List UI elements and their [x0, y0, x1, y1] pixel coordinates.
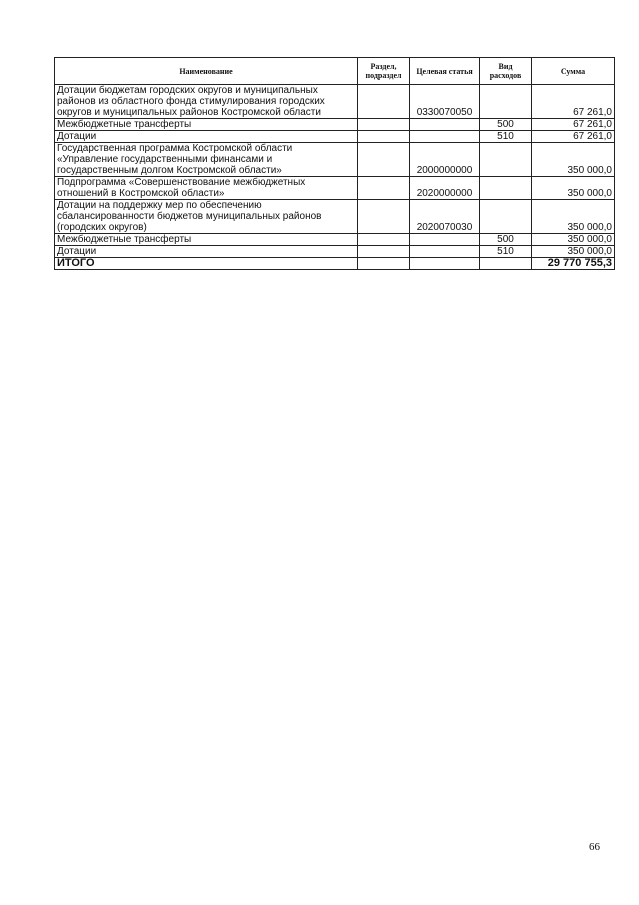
row-amount: 350 000,0	[532, 200, 615, 234]
header-amount: Сумма	[532, 58, 615, 85]
row-amount: 67 261,0	[532, 119, 615, 131]
row-type	[480, 85, 532, 119]
table-row	[55, 119, 615, 131]
row-section	[358, 119, 410, 131]
row-amount: 67 261,0	[532, 131, 615, 143]
page-number: 66	[589, 841, 600, 853]
row-name: Подпрограмма «Совершенствование межбюджетных отношений в Костромской области»	[55, 177, 358, 200]
row-name: Дотации бюджетам городских округов и муниципальных районов из областного фонда стимулирования городских округов и муниципальных районов Костромской области	[55, 85, 358, 119]
row-section	[358, 143, 410, 177]
total-label: ИТОГО	[55, 258, 358, 270]
row-target	[410, 246, 480, 258]
row-section	[358, 85, 410, 119]
row-section	[358, 234, 410, 246]
row-section	[358, 131, 410, 143]
row-section	[358, 200, 410, 234]
row-target: 2000000000	[410, 143, 480, 177]
row-type	[480, 143, 532, 177]
table-row	[55, 246, 615, 258]
table-row	[55, 143, 615, 177]
header-type: Вид расходов	[480, 58, 532, 85]
total-section-empty	[358, 258, 410, 270]
row-target: 0330070050	[410, 85, 480, 119]
row-type	[480, 200, 532, 234]
total-amount: 29 770 755,3	[532, 258, 615, 270]
row-name: Дотации	[55, 131, 358, 143]
header-name: Наименование	[55, 58, 358, 85]
table-header-row	[55, 58, 615, 85]
table-row	[55, 177, 615, 200]
row-amount: 350 000,0	[532, 246, 615, 258]
row-target: 2020070030	[410, 200, 480, 234]
row-type: 500	[480, 234, 532, 246]
header-section: Раздел, подраздел	[358, 58, 410, 85]
total-row	[55, 258, 615, 270]
table-row	[55, 200, 615, 234]
row-target	[410, 131, 480, 143]
table-row	[55, 85, 615, 119]
row-section	[358, 177, 410, 200]
table-row	[55, 131, 615, 143]
table-row	[55, 234, 615, 246]
row-name: Дотации на поддержку мер по обеспечению сбалансированности бюджетов муниципальных районов (городских округов)	[55, 200, 358, 234]
row-amount: 350 000,0	[532, 234, 615, 246]
row-type: 500	[480, 119, 532, 131]
row-amount: 67 261,0	[532, 85, 615, 119]
header-target: Целевая статья	[410, 58, 480, 85]
row-target	[410, 234, 480, 246]
row-name: Межбюджетные трансферты	[55, 119, 358, 131]
row-name: Межбюджетные трансферты	[55, 234, 358, 246]
row-amount: 350 000,0	[532, 143, 615, 177]
row-name: Государственная программа Костромской области «Управление государственными финансами и государственным долгом Костромской области»	[55, 143, 358, 177]
row-type: 510	[480, 131, 532, 143]
row-section	[358, 246, 410, 258]
row-name: Дотации	[55, 246, 358, 258]
row-type	[480, 177, 532, 200]
row-target	[410, 119, 480, 131]
row-amount: 350 000,0	[532, 177, 615, 200]
budget-table	[54, 57, 615, 270]
row-target: 2020000000	[410, 177, 480, 200]
total-type-empty	[480, 258, 532, 270]
row-type: 510	[480, 246, 532, 258]
total-target-empty	[410, 258, 480, 270]
